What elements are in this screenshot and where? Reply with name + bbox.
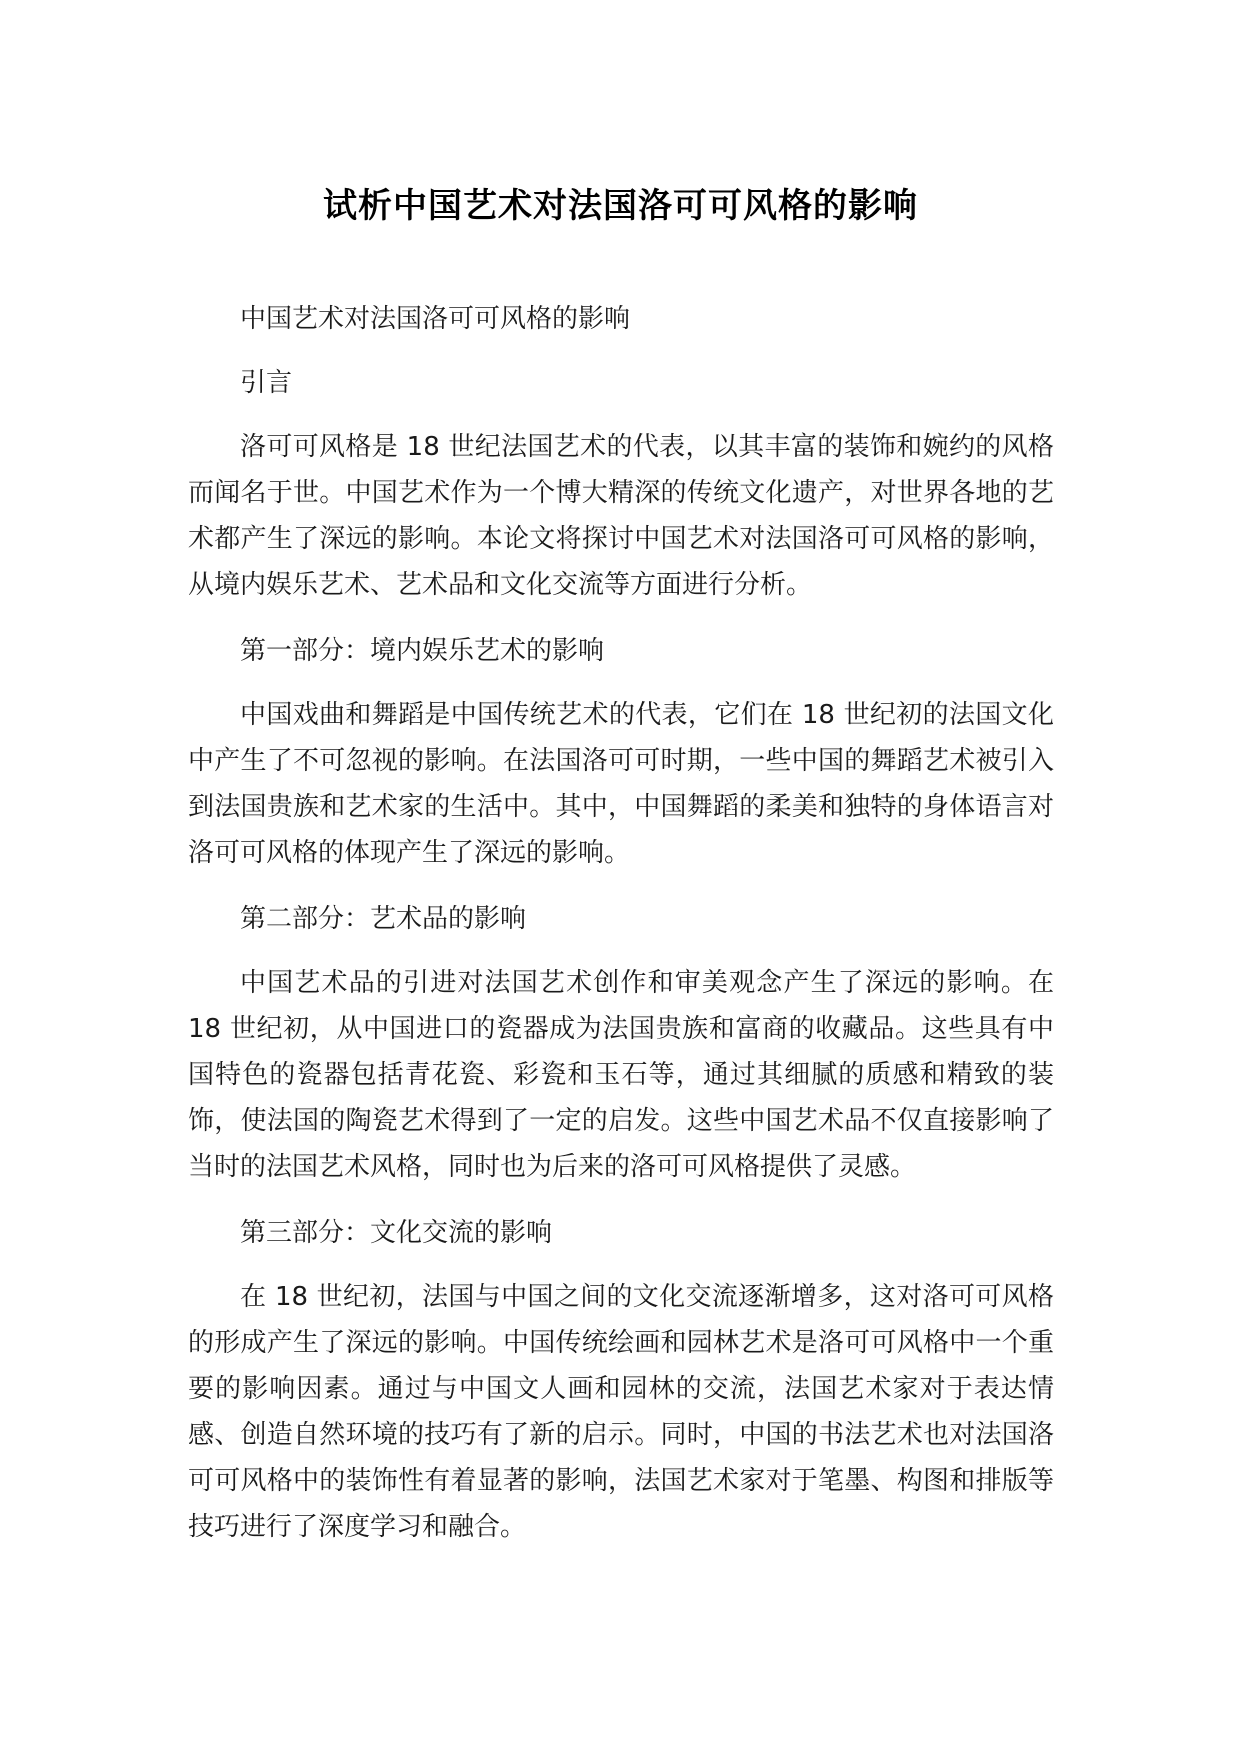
intro-paragraph: 洛可可风格是 18 世纪法国艺术的代表，以其丰富的装饰和婉约的风格而闻名于世。中国艺术作为一个博大精深的传统文化遗产，对世界各地的艺术都产生了深远的影响。本论文将探讨中国艺术对法国洛可可风格的影响，从境内娱乐艺术、艺术品和文化交流等方面进行分析。 bbox=[188, 432, 1054, 600]
section-2-heading: 第二部分：艺术品的影响 bbox=[240, 904, 527, 934]
section-2-paragraph: 中国艺术品的引进对法国艺术创作和审美观念产生了深远的影响。在 18 世纪初，从中国进口的瓷器成为法国贵族和富商的收藏品。这些具有中国特色的瓷器包括青花瓷、彩瓷和玉石等，通过其细腻的质感和精致的装饰，使法国的陶瓷艺术得到了一定的启发。这些中国艺术品不仅直接影响了当时的法国艺术风格，同时也为后来的洛可可风格提供了灵感。 bbox=[188, 968, 1054, 1182]
section-1-paragraph: 中国戏曲和舞蹈是中国传统艺术的代表，它们在 18 世纪初的法国文化中产生了不可忽视的影响。在法国洛可可时期，一些中国的舞蹈艺术被引入到法国贵族和艺术家的生活中。其中，中国舞蹈的柔美和独特的身体语言对洛可可风格的体现产生了深远的影响。 bbox=[188, 700, 1054, 868]
document-title: 试析中国艺术对法国洛可可风格的影响 bbox=[323, 186, 918, 226]
section-1-heading: 第一部分：境内娱乐艺术的影响 bbox=[240, 636, 605, 666]
subtitle: 中国艺术对法国洛可可风格的影响 bbox=[240, 304, 631, 334]
document-body bbox=[188, 296, 1054, 1550]
intro-heading: 引言 bbox=[240, 368, 293, 398]
section-3-paragraph: 在 18 世纪初，法国与中国之间的文化交流逐渐增多，这对洛可可风格的形成产生了深远的影响。中国传统绘画和园林艺术是洛可可风格中一个重要的影响因素。通过与中国文人画和园林的交流，法国艺术家对于表达情感、创造自然环境的技巧有了新的启示。同时，中国的书法艺术也对法国洛可可风格中的装饰性有着显著的影响，法国艺术家对于笔墨、构图和排版等技巧进行了深度学习和融合。 bbox=[188, 1282, 1054, 1542]
section-3-heading: 第三部分：文化交流的影响 bbox=[240, 1218, 553, 1248]
